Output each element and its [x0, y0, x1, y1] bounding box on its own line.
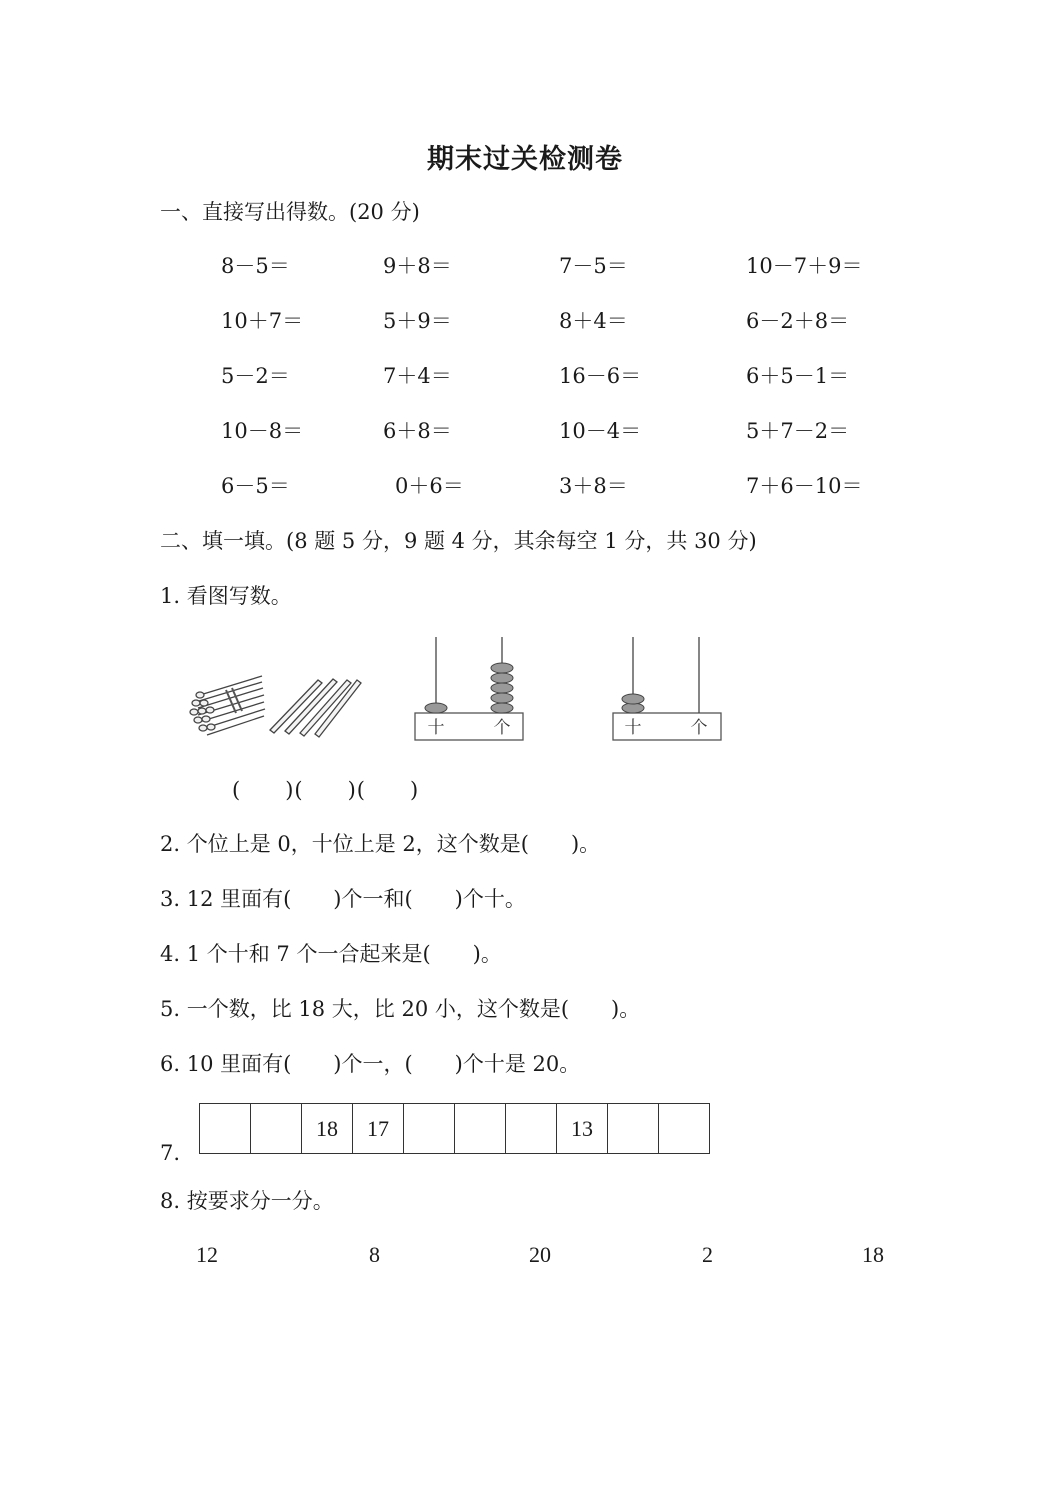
q8-number: 2	[702, 1242, 713, 1267]
question-1: 1. 看图写数。	[160, 584, 292, 608]
calc-item: 8－5＝	[221, 254, 290, 278]
page-title: 期末过关检测卷	[427, 144, 623, 175]
abacus-1-ones-label: 个	[493, 718, 511, 738]
number-sequence-table	[199, 1103, 710, 1154]
calc-item: 10－7＋9＝	[746, 254, 863, 278]
calc-item: 7＋6－10＝	[746, 474, 863, 498]
sequence-cell: 18	[302, 1104, 353, 1154]
calc-item: 6－2＋8＝	[746, 309, 850, 333]
calc-item: 10＋7＝	[221, 309, 304, 333]
sequence-cell[interactable]	[506, 1104, 557, 1154]
calc-item: 6＋8＝	[383, 419, 452, 443]
sequence-cell[interactable]	[659, 1104, 710, 1154]
question-2: 2. 个位上是 0，十位上是 2，这个数是( )。	[160, 832, 601, 856]
sequence-cell: 13	[557, 1104, 608, 1154]
question-8: 8. 按要求分一分。	[160, 1189, 334, 1213]
q8-number: 20	[529, 1242, 551, 1267]
question-6: 6. 10 里面有( )个一，( )个十是 20。	[160, 1052, 581, 1076]
calc-item: 10－8＝	[221, 419, 304, 443]
calc-item: 8＋4＝	[559, 309, 628, 333]
abacus-2-tens-label: 十	[624, 718, 642, 738]
abacus-1	[415, 637, 523, 740]
section2-heading: 二、填一填。(8 题 5 分，9 题 4 分，其余每空 1 分，共 30 分)	[160, 529, 757, 553]
section1-heading: 一、直接写出得数。(20 分)	[160, 200, 420, 224]
loose-sticks-image	[270, 679, 361, 737]
abacus-2-ones-label: 个	[690, 718, 708, 738]
q8-number: 12	[196, 1242, 218, 1267]
stick-bundle-image	[190, 676, 265, 735]
calc-item: 5＋9＝	[383, 309, 452, 333]
sequence-cell: 17	[353, 1104, 404, 1154]
q1-answer-blanks[interactable]: ( )( )( )	[232, 778, 420, 802]
calc-item: 5＋7－2＝	[746, 419, 850, 443]
calc-item: 9＋8＝	[383, 254, 452, 278]
abacus-1-tens-label: 十	[427, 718, 445, 738]
calc-item: 10－4＝	[559, 419, 642, 443]
calc-item: 6－5＝	[221, 474, 290, 498]
calc-item: 3＋8＝	[559, 474, 628, 498]
sequence-cell[interactable]	[404, 1104, 455, 1154]
calc-item: 5－2＝	[221, 364, 290, 388]
question-4: 4. 1 个十和 7 个一合起来是( )。	[160, 942, 502, 966]
calc-item: 16－6＝	[559, 364, 642, 388]
calc-item: 7－5＝	[559, 254, 628, 278]
calc-item: 6＋5－1＝	[746, 364, 850, 388]
sequence-cell[interactable]	[251, 1104, 302, 1154]
q8-number: 18	[862, 1242, 884, 1267]
calc-item: 7＋4＝	[383, 364, 452, 388]
question-5: 5. 一个数，比 18 大，比 20 小，这个数是( )。	[160, 997, 641, 1021]
sequence-cell[interactable]	[608, 1104, 659, 1154]
question-3: 3. 12 里面有( )个一和( )个十。	[160, 887, 526, 911]
abacus-2	[613, 637, 721, 740]
sequence-cell[interactable]	[200, 1104, 251, 1154]
calc-item: 0＋6＝	[395, 474, 464, 498]
question-7-label: 7.	[160, 1141, 181, 1165]
sequence-cell[interactable]	[455, 1104, 506, 1154]
q8-number: 8	[369, 1242, 380, 1267]
